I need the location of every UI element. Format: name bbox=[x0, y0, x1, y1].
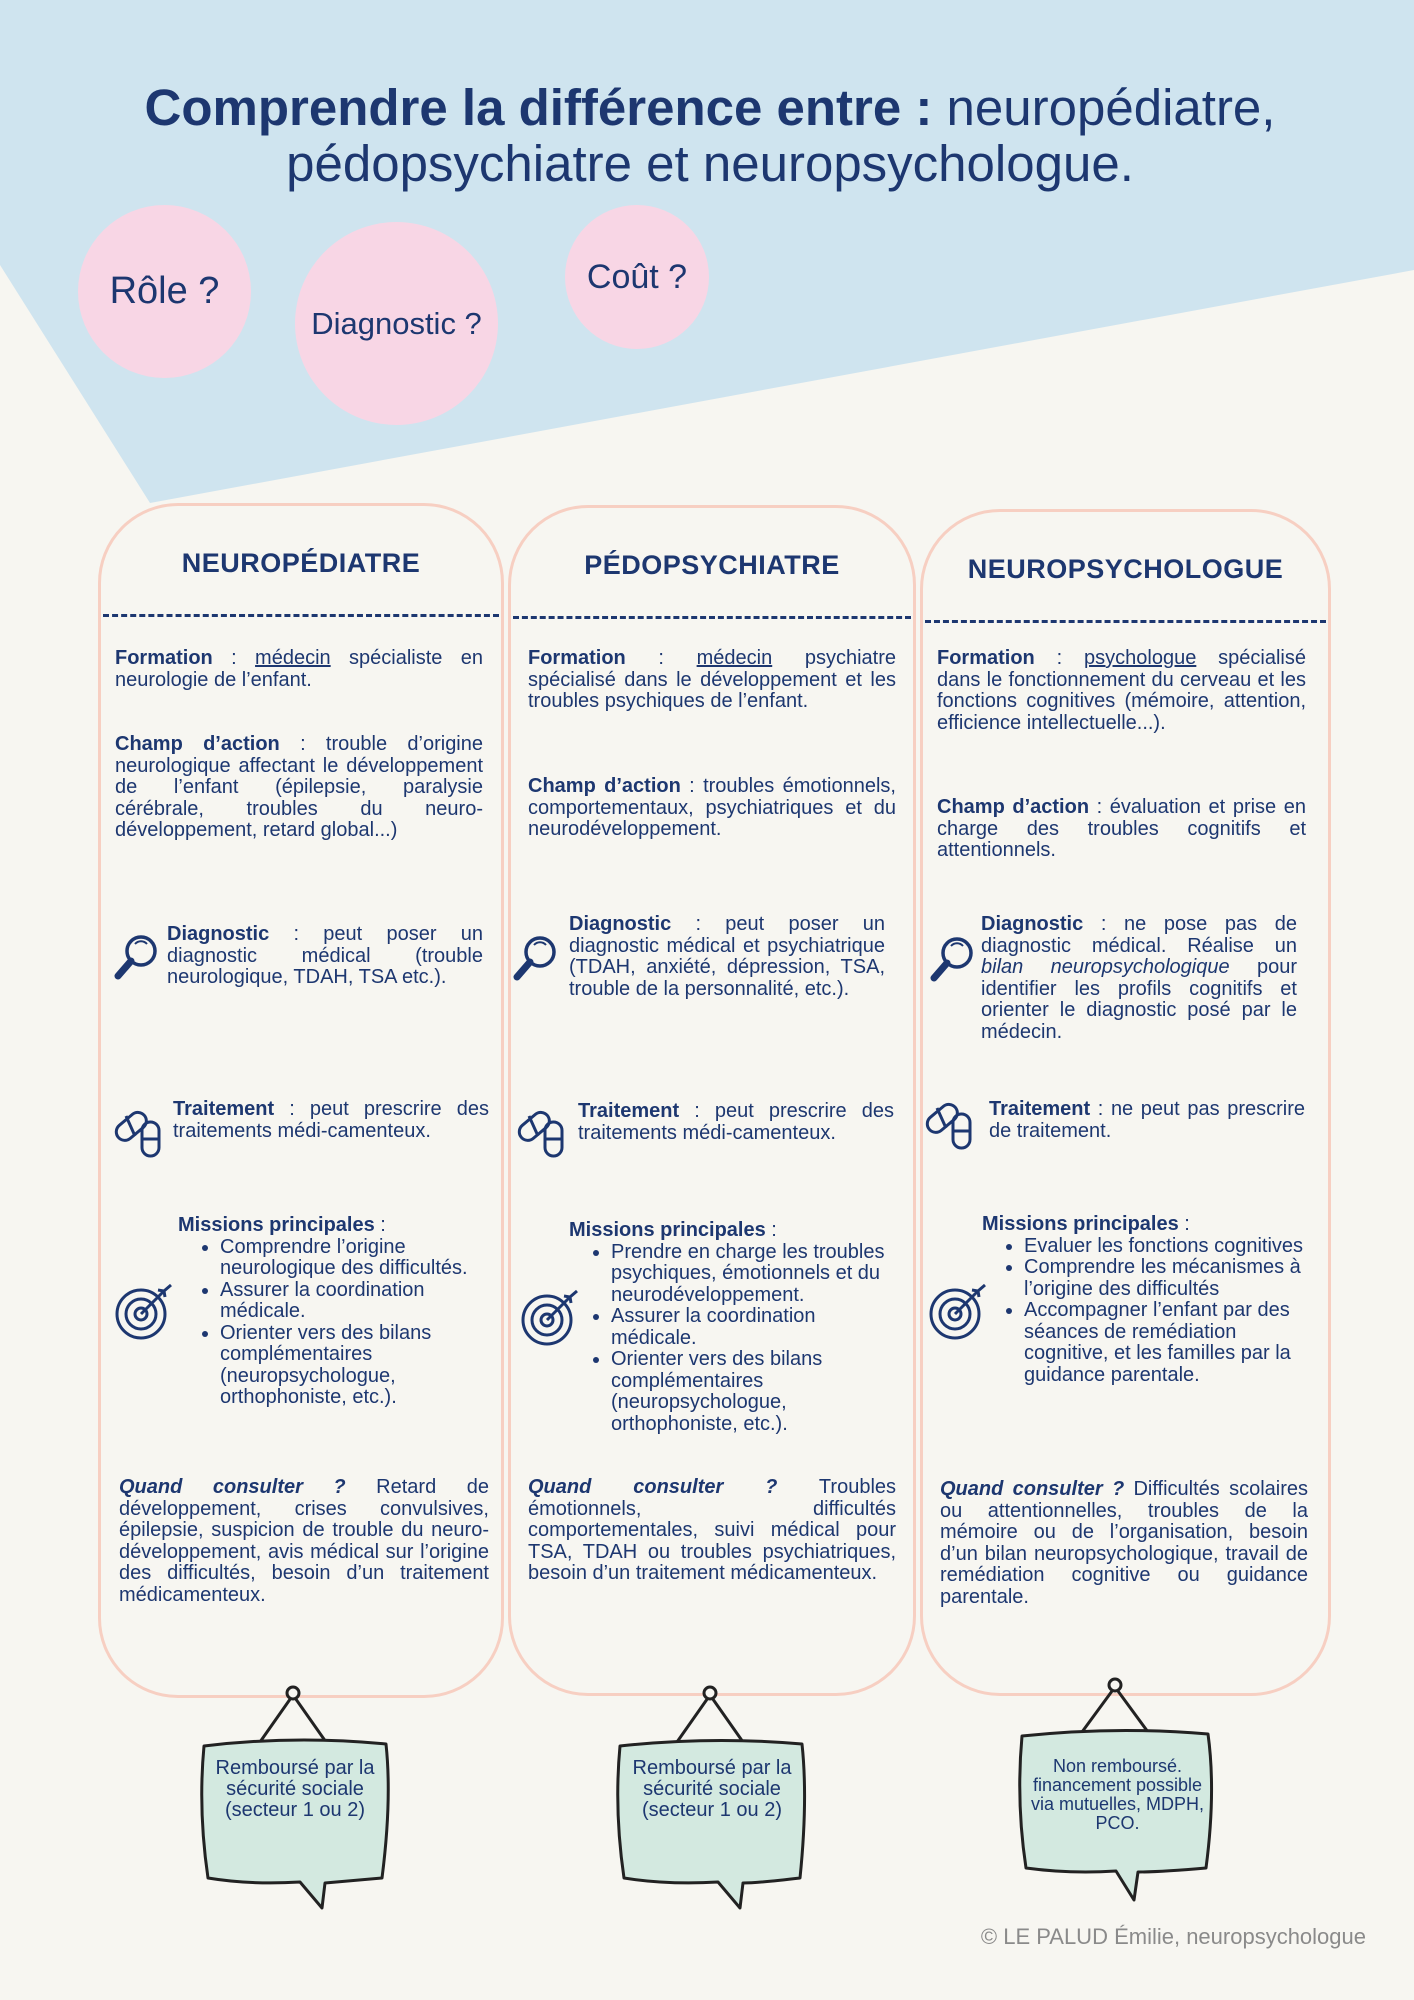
traitement-desc: : ne peut pas prescrire de traitement. bbox=[989, 1098, 1305, 1142]
quand-desc: Retard de développement, crises convulsives, épilepsie, suspicion de trouble du neuro-développement, avis médical sur l’origine des difficultés, besoin d’un traitement médicamenteux. bbox=[119, 1476, 489, 1606]
champ-text bbox=[528, 776, 896, 841]
target-icon bbox=[114, 1282, 174, 1342]
mission-item: • Comprendre l’origine neurologique des difficultés. bbox=[220, 1237, 494, 1280]
missions-list bbox=[178, 1237, 494, 1409]
separator: : bbox=[212, 647, 256, 669]
formation-text bbox=[528, 648, 896, 713]
missions-block bbox=[982, 1214, 1312, 1386]
formation-text bbox=[937, 648, 1306, 734]
page-title bbox=[50, 80, 1370, 192]
missions-heading bbox=[178, 1215, 494, 1237]
mission-item: • Evaluer les fonctions cognitives bbox=[1024, 1236, 1312, 1258]
traitement-text bbox=[173, 1099, 489, 1142]
bubble-diagnostic-label: Diagnostic ? bbox=[311, 305, 482, 341]
missions-block bbox=[569, 1220, 885, 1435]
champ-desc: : évaluation et prise en charge des troubles cognitifs et attentionnels. bbox=[937, 796, 1306, 861]
diagnostic-desc: : ne pose pas de diagnostic médical. Réalise un bbox=[981, 913, 1297, 957]
bubble-diagnostic bbox=[295, 222, 498, 425]
quand-text bbox=[528, 1477, 896, 1585]
dashed-divider bbox=[513, 616, 911, 619]
quand-text bbox=[119, 1477, 489, 1606]
separator: : bbox=[765, 1219, 777, 1241]
bubble-role-label: Rôle ? bbox=[109, 270, 220, 312]
formation-desc: spécialiste en neurologie de l’enfant. bbox=[115, 647, 483, 691]
missions-list bbox=[569, 1242, 885, 1436]
traitement-desc: : peut prescrire des traitements médi-camenteux. bbox=[578, 1100, 894, 1144]
diagnostic-text bbox=[981, 914, 1297, 1043]
quand-text bbox=[940, 1479, 1308, 1608]
target-icon bbox=[928, 1282, 988, 1342]
formation-label: Formation bbox=[937, 647, 1035, 669]
quand-label: Quand consulter ? bbox=[119, 1476, 346, 1498]
bubble-cout-label: Coût ? bbox=[586, 257, 688, 296]
footer-credit: © LE PALUD Émilie, neuropsychologue bbox=[980, 1924, 1366, 1949]
quand-desc: Troubles émotionnels, difficultés comportementales, suivi médical pour TSA, TDAH ou troubles psychiatriques, besoin d’un traitement médicamenteux. bbox=[528, 1476, 897, 1584]
mission-item: • Accompagner l’enfant par des séances de remédiation cognitive, et les familles par la guidance parentale. bbox=[1024, 1300, 1312, 1386]
missions-label: Missions principales bbox=[178, 1214, 375, 1236]
missions-list bbox=[982, 1236, 1312, 1387]
note-reimbursement-1: Remboursé par la sécurité sociale (secteur 1 ou 2) bbox=[215, 1757, 375, 1821]
diagnostic-label: Diagnostic bbox=[981, 913, 1084, 935]
champ-text bbox=[937, 797, 1306, 862]
champ-desc: : trouble d’origine neurologique affectant le développement de l’enfant (épilepsie, paralysie cérébrale, troubles du neuro-développement, retard global...) bbox=[115, 733, 483, 841]
missions-label: Missions principales bbox=[982, 1213, 1179, 1235]
separator: : bbox=[1034, 647, 1085, 669]
separator: : bbox=[625, 647, 697, 669]
champ-text bbox=[115, 734, 483, 842]
formation-text bbox=[115, 648, 483, 691]
column-title: PÉDOPSYCHIATRE bbox=[584, 550, 840, 580]
formation-link: psychologue bbox=[1084, 647, 1197, 669]
separator: : bbox=[374, 1214, 386, 1236]
title-bold: Comprendre la différence entre : bbox=[144, 79, 933, 136]
mission-item: • Orienter vers des bilans complémentaires (neuropsychologue, orthophoniste, etc.). bbox=[611, 1349, 885, 1435]
pill-icon bbox=[513, 1104, 569, 1160]
note-reimbursement-2: Remboursé par la sécurité sociale (secteur 1 ou 2) bbox=[632, 1757, 792, 1821]
bubble-cout bbox=[565, 205, 709, 349]
missions-heading bbox=[982, 1214, 1312, 1236]
traitement-label: Traitement bbox=[989, 1098, 1091, 1120]
missions-label: Missions principales bbox=[569, 1219, 766, 1241]
diagnostic-desc: : peut poser un diagnostic médical (trouble neurologique, TDAH, TSA etc.). bbox=[167, 923, 483, 988]
formation-desc: psychiatre spécialisé dans le développement et les troubles psychiques de l’enfant. bbox=[528, 647, 897, 712]
separator: : bbox=[1178, 1213, 1190, 1235]
quand-label: Quand consulter ? bbox=[528, 1476, 778, 1498]
quand-label: Quand consulter ? bbox=[940, 1478, 1125, 1500]
diagnostic-text bbox=[569, 914, 885, 1000]
mission-item: • Assurer la coordination médicale. bbox=[611, 1306, 885, 1349]
quand-desc: Difficultés scolaires ou attentionnelles, troubles de la mémoire ou de l’organisation, besoin d’un bilan neuropsychologique, travail de remédiation cognitive ou guidance parentale. bbox=[940, 1478, 1308, 1608]
mission-item: • Orienter vers des bilans complémentaires (neuropsychologue, orthophoniste, etc.). bbox=[220, 1323, 494, 1409]
formation-label: Formation bbox=[528, 647, 626, 669]
diagnostic-italic: bilan neuropsychologique bbox=[981, 956, 1230, 978]
diagnostic-desc-end: pour identifier les profils cognitifs et orienter le diagnostic posé par le médecin. bbox=[981, 956, 1297, 1043]
traitement-label: Traitement bbox=[173, 1098, 275, 1120]
dashed-divider bbox=[925, 620, 1326, 623]
champ-desc: : troubles émotionnels, comportementaux, psychiatriques et du neurodéveloppement. bbox=[528, 775, 896, 840]
mission-item: • Assurer la coordination médicale. bbox=[220, 1280, 494, 1323]
missions-block bbox=[178, 1215, 494, 1409]
missions-heading bbox=[569, 1220, 885, 1242]
diagnostic-label: Diagnostic bbox=[569, 913, 672, 935]
diagnostic-desc: : peut poser un diagnostic médical et psychiatrique (TDAH, anxiété, dépression, TSA, trouble de la personnalité, etc.). bbox=[569, 913, 885, 1000]
formation-link: médecin bbox=[255, 647, 331, 669]
magnifier-icon bbox=[114, 932, 160, 982]
formation-label: Formation bbox=[115, 647, 213, 669]
pill-icon bbox=[921, 1096, 977, 1152]
column-title: NEUROPÉDIATRE bbox=[181, 548, 421, 578]
champ-label: Champ d’action bbox=[937, 796, 1090, 818]
dashed-divider bbox=[103, 614, 499, 617]
mission-item: • Comprendre les mécanismes à l’origine des difficultés bbox=[1024, 1257, 1312, 1300]
traitement-label: Traitement bbox=[578, 1100, 680, 1122]
traitement-desc: : peut prescrire des traitements médi-camenteux. bbox=[173, 1098, 489, 1142]
note-reimbursement-3: Non remboursé. financement possible via mutuelles, MDPH, PCO. bbox=[1030, 1756, 1205, 1833]
magnifier-icon bbox=[930, 934, 976, 984]
traitement-text bbox=[578, 1101, 894, 1144]
pill-icon bbox=[110, 1104, 166, 1160]
column-title: NEUROPSYCHOLOGUE bbox=[967, 554, 1284, 584]
diagnostic-label: Diagnostic bbox=[167, 923, 270, 945]
bubble-role bbox=[78, 205, 251, 378]
mission-item: • Prendre en charge les troubles psychiques, émotionnels et du neurodéveloppement. bbox=[611, 1242, 885, 1307]
champ-label: Champ d’action bbox=[115, 733, 280, 755]
champ-label: Champ d’action bbox=[528, 775, 681, 797]
title-line2: pédopsychiatre et neuropsychologue. bbox=[286, 135, 1134, 192]
diagnostic-text bbox=[167, 924, 483, 989]
formation-link: médecin bbox=[696, 647, 773, 669]
magnifier-icon bbox=[513, 933, 559, 983]
title-line1-rest: neuropédiatre, bbox=[932, 79, 1276, 136]
traitement-text bbox=[989, 1099, 1305, 1142]
formation-desc: spécialisé dans le fonctionnement du cerveau et les fonctions cognitives (mémoire, attention, efficience intellectuelle...). bbox=[937, 647, 1306, 734]
